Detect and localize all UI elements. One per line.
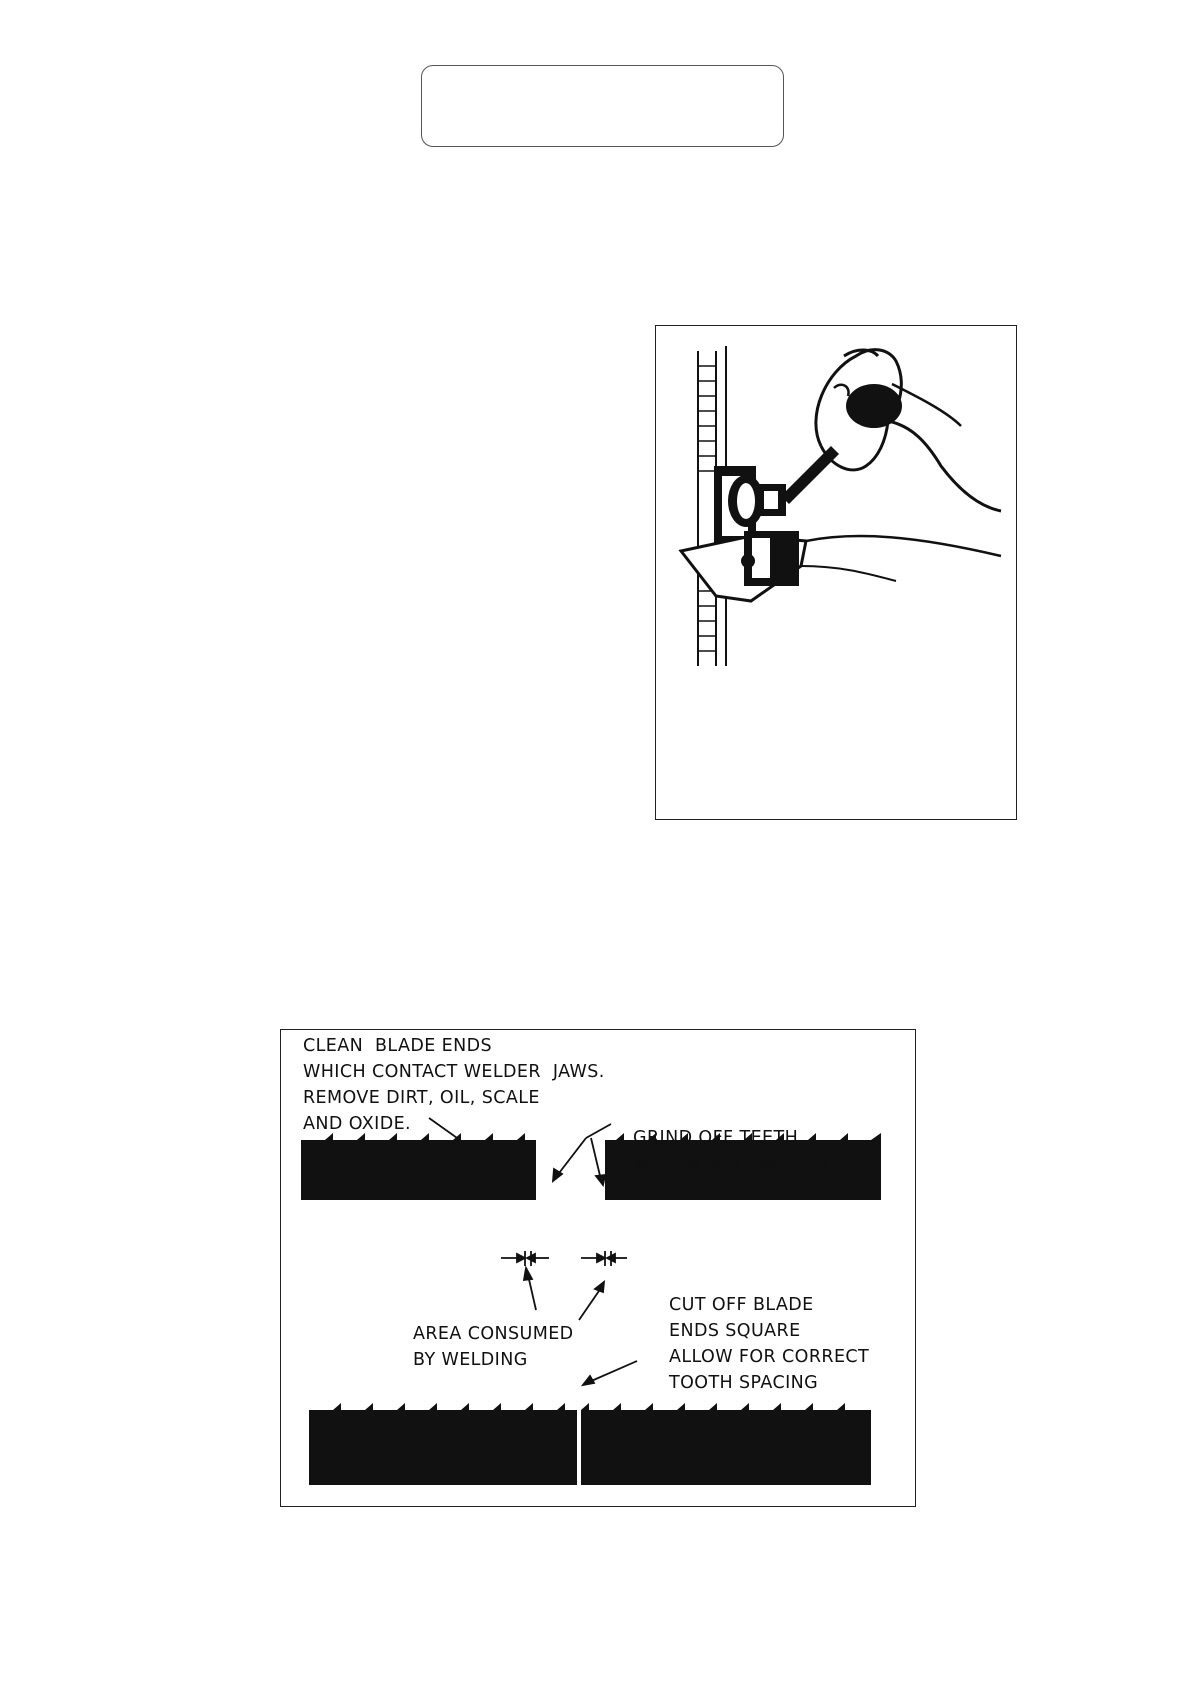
area-line-1: AREA CONSUMED [413,1324,574,1344]
cut-line-2: ENDS SQUARE [669,1321,801,1341]
clean-ends-line-2: WHICH CONTACT WELDER JAWS. [303,1062,605,1082]
grind-line-1: GRIND OFF TEETH [633,1128,799,1148]
welded-blade-left [309,1403,577,1485]
blade-segment-left [301,1133,536,1200]
blade-weld-prep-diagram [280,1029,916,1507]
clean-ends-line-3: REMOVE DIRT, OIL, SCALE [303,1088,540,1108]
clean-ends-line-1: CLEAN BLADE ENDS [303,1036,492,1056]
area-consumed-label [413,1321,574,1373]
clean-ends-line-4: AND OXIDE. [303,1114,412,1134]
grind-teeth-label [633,1125,847,1177]
cut-off-blade-label [669,1292,869,1396]
clean-blade-ends-label [303,1033,605,1137]
cut-line-4: TOOTH SPACING [669,1373,819,1393]
welded-blade-right [581,1403,871,1485]
section-title-box [421,65,784,147]
cut-line-3: ALLOW FOR CORRECT [669,1347,870,1367]
welder-clamp-figure [655,325,1017,820]
hand-turning-knob-illustration [656,326,1018,821]
cut-line-1: CUT OFF BLADE [669,1295,814,1315]
area-line-2: BY WELDING [413,1350,528,1370]
grind-line-2: WITHIN WELDING AREA [633,1154,847,1174]
